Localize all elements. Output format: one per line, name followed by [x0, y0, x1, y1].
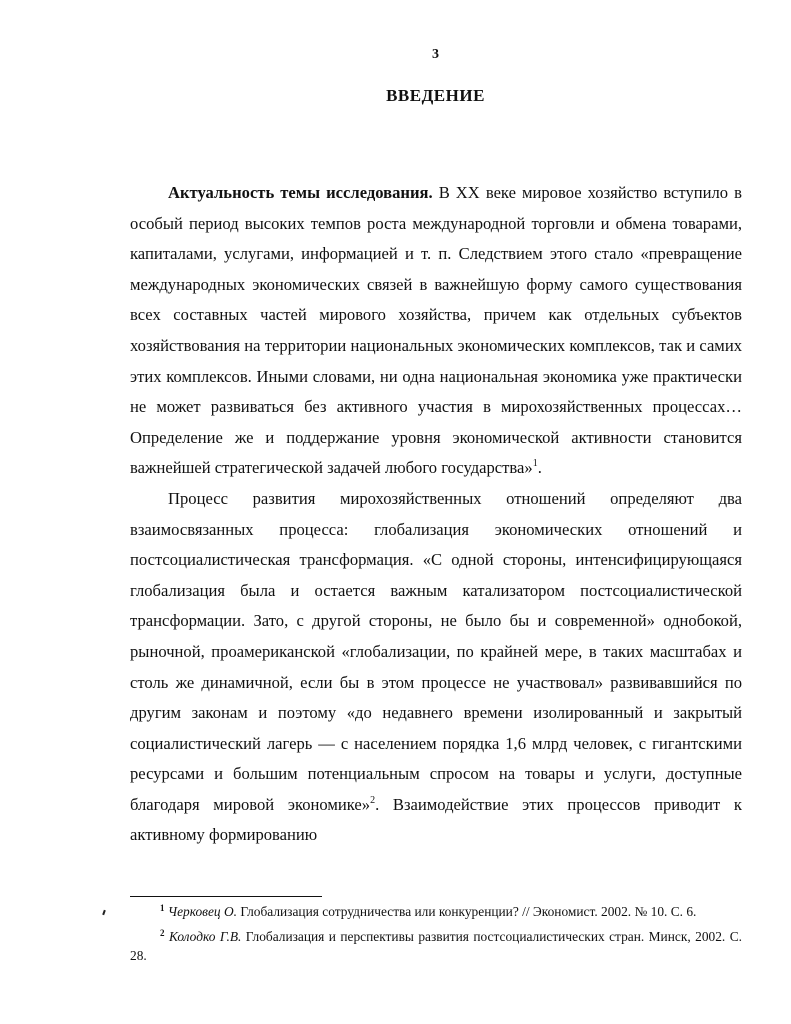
paragraph-lead: Актуальность темы исследования. — [168, 183, 433, 202]
body-text — [130, 178, 742, 851]
footnote-author: Колодко Г.В. — [168, 929, 242, 944]
paragraph-1 — [130, 178, 742, 484]
footnote-mark: 1 — [160, 903, 165, 913]
footnote-reference: 2 — [370, 794, 376, 806]
footnote-author: Черковец О. — [167, 904, 237, 919]
footnotes — [130, 902, 742, 965]
paragraph-2 — [130, 484, 742, 851]
footnote-mark: 2 — [160, 928, 165, 938]
paragraph-tail: . Взаимодействие этих процессов приводит к активному формированию — [130, 794, 742, 845]
footnote-1 — [130, 902, 742, 921]
page-number: 3 — [432, 47, 439, 62]
paragraph-tail: . — [537, 458, 542, 478]
scan-mark — [102, 910, 106, 915]
footnote-divider — [130, 896, 322, 897]
paragraph-text: Процесс развития мирохозяйственных отношений определяют два взаимосвязанных процесса: глобализация экономических отношений и постсоциалистическая трансформация. «С одной стороны, интенсифицирующаяся глобализация была и остается важным катализатором постсоциалистической трансформации. Зато, с другой стороны, не было бы и современной» однобокой, рыночной, проамериканской «глобализации, по крайней мере, в таких масштабах и столь же динамичной, если бы в этом процессе не участвовал» развивавшийся по другим законам и поэтому «до недавнего времени изолированный и закрытый социалистический лагерь — с населением порядка 1,6 млрд человек, с гигантскими ресурсами и большим потенциальным спросом на товары и услуги, доступные благодаря мировой экономике» — [130, 488, 742, 814]
footnote-2 — [130, 927, 742, 965]
footnote-text: Глобализация сотрудничества или конкуренции? // Экономист. 2002. № 10. С. 6. — [237, 904, 697, 919]
paragraph-text: В XX веке мировое хозяйство вступило в особый период высоких темпов роста международной торговли и обмена товарами, капиталами, услугами, информацией и т. п. Следствием этого стало «превращение международных экономических связей в важнейшую форму самого существования всех составных частей мирового хозяйства, причем как отдельных субъектов хозяйствования на территории национальных экономических комплексов, так и самих этих комплексов. Иными словами, ни одна национальная экономика уже практически не может развиваться без активного участия в мирохозяйственных процессах… Определение же и поддержание уровня экономической активности становится важнейшей стратегической задачей любого государства» — [130, 183, 742, 478]
footnote-text: Глобализация и перспективы развития постсоциалистических стран. Минск, 2002. С. 28. — [130, 929, 742, 963]
section-title: ВВЕДЕНИЕ — [386, 86, 485, 105]
footnote-reference: 1 — [532, 458, 538, 470]
